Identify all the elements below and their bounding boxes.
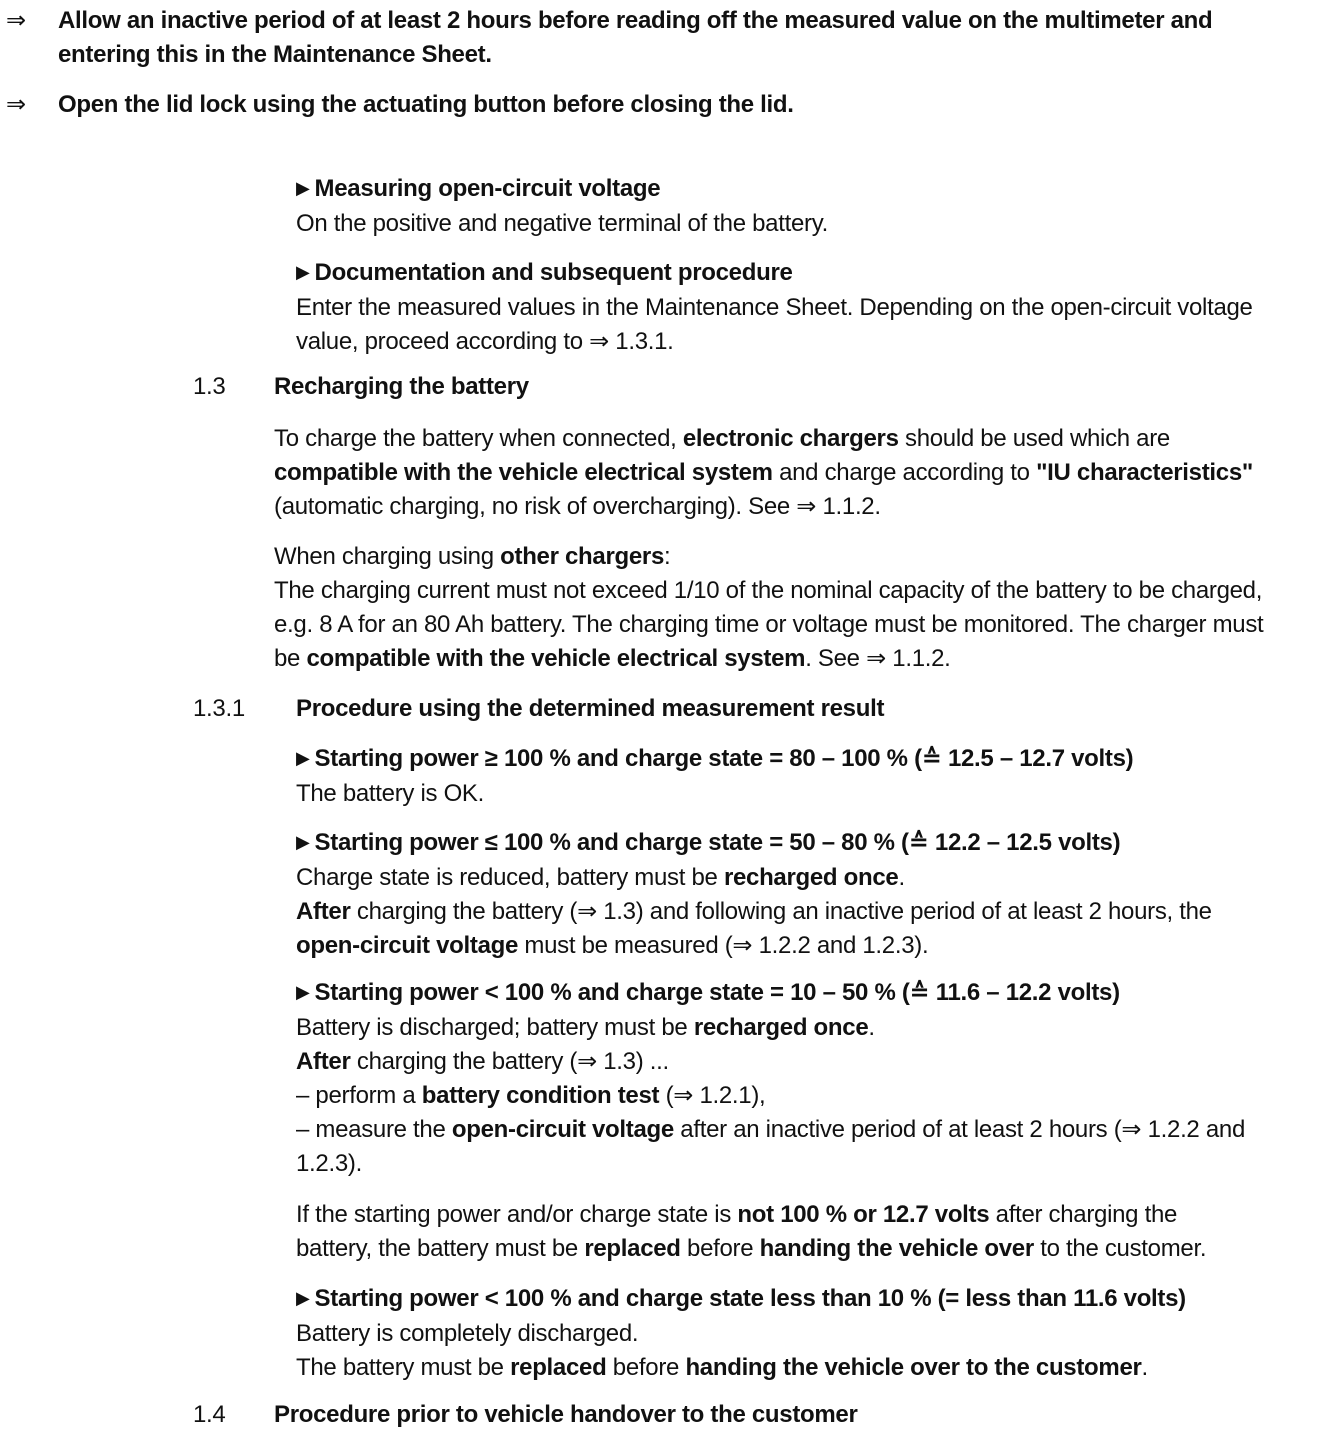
documentation-title-text: Documentation and subsequent procedure — [314, 259, 793, 286]
section-number: 1.4 — [193, 1401, 226, 1428]
case-discharged — [296, 976, 1245, 1181]
text-run-bold: electronic chargers — [682, 425, 899, 452]
text-run-bold: open-circuit voltage — [451, 1116, 674, 1143]
text-run-bold: compatible with the vehicle electrical system — [306, 645, 806, 672]
paragraph-line — [274, 540, 1263, 574]
text-run-bold: replaced — [584, 1235, 681, 1262]
text-run: When charging using — [274, 543, 501, 570]
text-run-bold: After — [296, 898, 351, 925]
case-text: The battery is OK. — [296, 780, 485, 807]
text-run: after charging the — [989, 1201, 1178, 1228]
paragraph-line — [274, 422, 1253, 456]
double-arrow-right-icon: ⇒ — [6, 7, 26, 34]
text-run: . — [898, 864, 905, 891]
case-line: Battery is completely discharged. — [296, 1320, 639, 1347]
case-line — [296, 1011, 1245, 1045]
case-line — [296, 1113, 1245, 1147]
section-title: Recharging the battery — [274, 373, 529, 400]
text-run: Battery is discharged; battery must be — [296, 1014, 694, 1041]
text-run-bold: handing the vehicle over to the customer — [685, 1354, 1142, 1381]
triangle-right-icon: ▶ — [296, 982, 310, 1002]
text-run: charging the battery (⇒ 1.3) ... — [350, 1048, 669, 1075]
text-run: before — [680, 1235, 760, 1262]
section-number: 1.3 — [193, 373, 226, 400]
double-arrow-right-icon: ⇒ — [6, 91, 26, 118]
case-reduced — [296, 826, 1212, 963]
case-line — [296, 1079, 1245, 1113]
case-title — [296, 742, 1133, 777]
text-run: . See ⇒ 1.1.2. — [805, 645, 951, 672]
case-line — [296, 929, 1212, 963]
notice-inactive-period — [58, 4, 1212, 72]
text-run: . — [1141, 1354, 1148, 1381]
case-discharged-note — [296, 1198, 1206, 1266]
paragraph-line: The charging current must not exceed 1/10 of the nominal capacity of the battery to be charged, — [274, 577, 1263, 604]
text-run-bold: recharged once — [693, 1014, 869, 1041]
case-ok — [296, 742, 1133, 811]
triangle-right-icon: ▶ — [296, 832, 310, 852]
text-run: be — [274, 645, 307, 672]
section-title: Procedure prior to vehicle handover to the customer — [274, 1401, 858, 1428]
text-run-bold: battery condition test — [421, 1082, 660, 1109]
case-completely-discharged — [296, 1282, 1186, 1385]
case-title — [296, 826, 1212, 861]
note-line — [296, 1198, 1206, 1232]
documentation-section — [296, 256, 1253, 359]
triangle-right-icon: ▶ — [296, 262, 310, 282]
notice-line: Open the lid lock using the actuating button before closing the lid. — [58, 91, 794, 118]
measuring-title-text: Measuring open-circuit voltage — [314, 175, 661, 202]
case-title-text: Starting power < 100 % and charge state less than 10 % (= less than 11.6 volts) — [314, 1285, 1186, 1312]
documentation-title — [296, 256, 1253, 291]
case-title — [296, 1282, 1186, 1317]
notice-lid-lock — [58, 88, 794, 122]
notice-line: Allow an inactive period of at least 2 hours before reading off the measured value on the multimeter and — [58, 7, 1213, 34]
text-run: – measure the — [296, 1116, 452, 1143]
text-run-bold: recharged once — [723, 864, 899, 891]
text-run: after an inactive period of at least 2 hours (⇒ 1.2.2 and — [673, 1116, 1245, 1143]
text-run: battery, the battery must be — [296, 1235, 585, 1262]
case-title-text: Starting power ≤ 100 % and charge state = 50 – 80 % (≙ 12.2 – 12.5 volts) — [314, 829, 1121, 856]
case-line — [296, 1045, 1245, 1079]
recharging-paragraph-1 — [274, 422, 1253, 524]
case-title-text: Starting power < 100 % and charge state = 10 – 50 % (≙ 11.6 – 12.2 volts) — [314, 979, 1120, 1006]
case-line: 1.2.3). — [296, 1150, 362, 1177]
text-run-bold: handing the vehicle over — [759, 1235, 1034, 1262]
case-line — [296, 1351, 1186, 1385]
notice-line: entering this in the Maintenance Sheet. — [58, 41, 492, 68]
case-line — [296, 895, 1212, 929]
measuring-title — [296, 172, 828, 207]
documentation-line: Enter the measured values in the Maintenance Sheet. Depending on the open-circuit voltage — [296, 294, 1253, 321]
text-run: should be used which are — [898, 425, 1170, 452]
recharging-paragraph-2 — [274, 540, 1263, 676]
paragraph-line: e.g. 8 A for an 80 Ah battery. The charging time or voltage must be monitored. The charger must — [274, 611, 1264, 638]
case-title-text: Starting power ≥ 100 % and charge state = 80 – 100 % (≙ 12.5 – 12.7 volts) — [314, 745, 1134, 772]
text-run-bold: replaced — [510, 1354, 607, 1381]
triangle-right-icon: ▶ — [296, 748, 310, 768]
text-run: If the starting power and/or charge state is — [296, 1201, 738, 1228]
triangle-right-icon: ▶ — [296, 178, 310, 198]
text-run: (⇒ 1.2.1), — [659, 1082, 766, 1109]
text-run: to the customer. — [1033, 1235, 1207, 1262]
documentation-line: value, proceed according to ⇒ 1.3.1. — [296, 328, 674, 355]
case-line — [296, 861, 1212, 895]
measuring-text: On the positive and negative terminal of the battery. — [296, 210, 828, 237]
text-run: – perform a — [296, 1082, 422, 1109]
paragraph-line — [274, 642, 1263, 676]
text-run: The battery must be — [296, 1354, 511, 1381]
text-run: Charge state is reduced, battery must be — [296, 864, 724, 891]
paragraph-line — [274, 456, 1253, 490]
note-line — [296, 1232, 1206, 1266]
text-run: : — [664, 543, 671, 570]
text-run-bold: other chargers — [500, 543, 664, 570]
case-title — [296, 976, 1245, 1011]
triangle-right-icon: ▶ — [296, 1288, 310, 1308]
text-run-bold: After — [296, 1048, 351, 1075]
text-run: charging the battery (⇒ 1.3) and following an inactive period of at least 2 hours, the — [350, 898, 1212, 925]
text-run-bold: compatible with the vehicle electrical system — [274, 459, 773, 486]
section-number: 1.3.1 — [193, 695, 245, 722]
text-run-bold: open-circuit voltage — [296, 932, 519, 959]
text-run-bold: not 100 % or 12.7 volts — [737, 1201, 990, 1228]
measuring-section — [296, 172, 828, 241]
paragraph-line: (automatic charging, no risk of overcharging). See ⇒ 1.1.2. — [274, 493, 881, 520]
text-run: before — [606, 1354, 686, 1381]
text-run-bold: "IU characteristics" — [1036, 459, 1253, 486]
text-run: . — [868, 1014, 875, 1041]
text-run: must be measured (⇒ 1.2.2 and 1.2.3). — [518, 932, 929, 959]
text-run: To charge the battery when connected, — [274, 425, 683, 452]
section-title: Procedure using the determined measurement result — [296, 695, 885, 722]
text-run: and charge according to — [772, 459, 1037, 486]
